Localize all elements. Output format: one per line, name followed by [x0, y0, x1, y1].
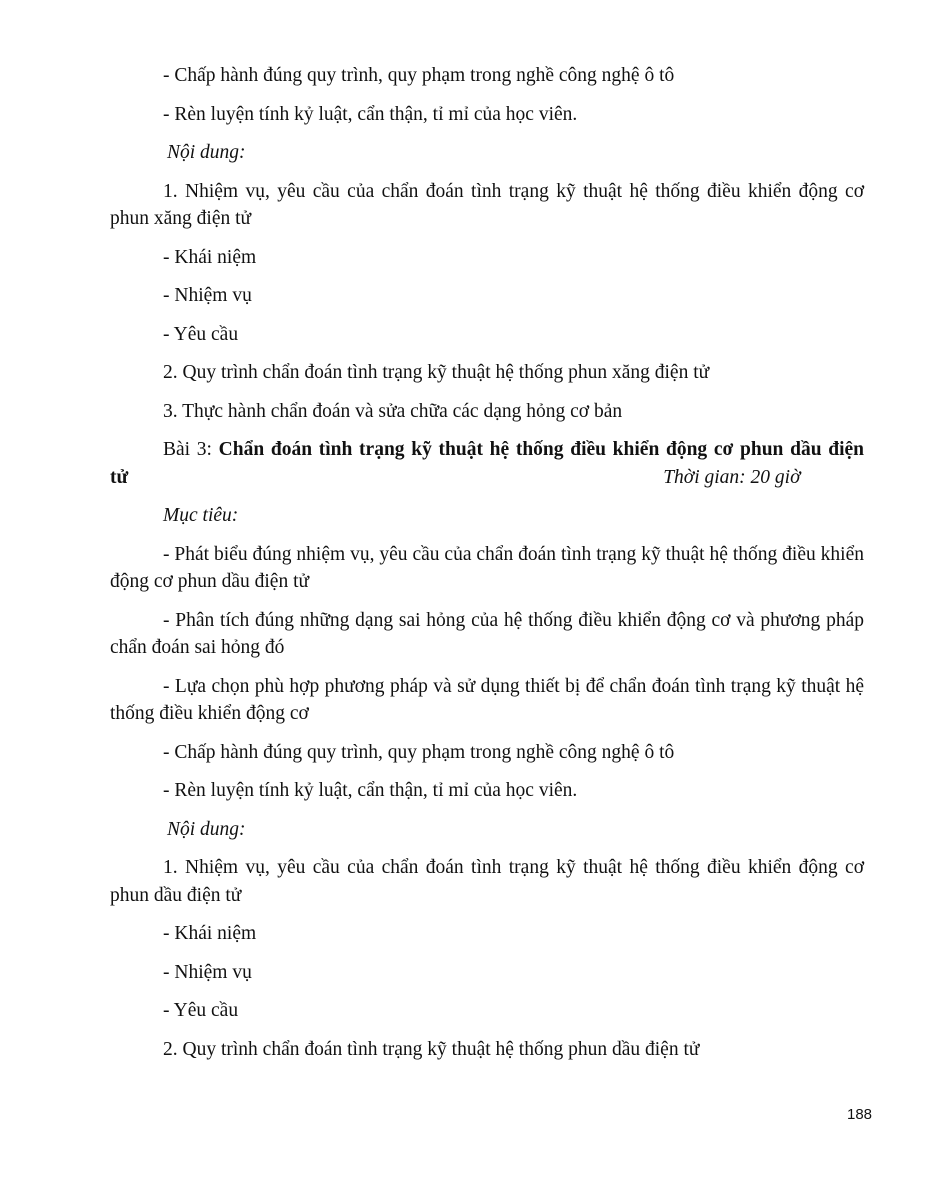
objective: - Phân tích đúng những dạng sai hỏng của hệ thống điều khiển động cơ và phương pháp chẩn đoán sai hỏng đó [110, 609, 864, 658]
sub-item: - Yêu cầu [163, 323, 239, 345]
sub-item: - Yêu cầu [163, 1000, 239, 1021]
objective: - Lựa chọn phù hợp phương pháp và sử dụng thiết bị để chẩn đoán tình trạng kỹ thuật hệ thống điều khiển động cơ [110, 675, 864, 724]
sub-item: - Khái niệm [163, 246, 257, 268]
objective: - Rèn luyện tính kỷ luật, cẩn thận, tỉ mỉ của học viên. [163, 780, 578, 801]
section-label: Nội dung: [167, 818, 246, 840]
content-item: 3. Thực hành chẩn đoán và sửa chữa các dạng hỏng cơ bản [163, 400, 623, 422]
text-line: - Chấp hành đúng quy trình, quy phạm trong nghề công nghệ ô tô [163, 65, 675, 86]
sub-item: - Nhiệm vụ [163, 961, 252, 983]
page-number: 188 [847, 1106, 873, 1123]
objective: - Phát biểu đúng nhiệm vụ, yêu cầu của chẩn đoán tình trạng kỹ thuật hệ thống điều khiển động cơ phun dầu điện tử [110, 543, 864, 592]
document-page [110, 62, 864, 1074]
section-label: Nội dung: [167, 142, 246, 163]
content-item: 1. Nhiệm vụ, yêu cầu của chẩn đoán tình trạng kỹ thuật hệ thống điều khiển động cơ phun xăng điện tử [110, 180, 864, 229]
sub-item: - Khái niệm [163, 923, 257, 944]
lesson-heading [110, 436, 864, 491]
sub-item: - Nhiệm vụ [163, 285, 252, 306]
lesson-title-end: tử [110, 466, 129, 488]
lesson-time: Thời gian: 20 giờ [663, 466, 801, 488]
lesson-title: Chẩn đoán tình trạng kỹ thuật hệ thống điều khiển động cơ phun dầu điện [218, 439, 864, 460]
content-item: 2. Quy trình chẩn đoán tình trạng kỹ thuật hệ thống phun dầu điện tử [163, 1038, 700, 1060]
lesson-prefix: Bài 3: [163, 439, 219, 460]
content-item: 2. Quy trình chẩn đoán tình trạng kỹ thuật hệ thống phun xăng điện tử [163, 362, 710, 383]
section-label: Mục tiêu: [163, 505, 239, 526]
text-line: - Rèn luyện tính kỷ luật, cẩn thận, tỉ mỉ của học viên. [163, 103, 578, 125]
objective: - Chấp hành đúng quy trình, quy phạm trong nghề công nghệ ô tô [163, 741, 675, 763]
content-item: 1. Nhiệm vụ, yêu cầu của chẩn đoán tình trạng kỹ thuật hệ thống điều khiển động cơ phun dầu điện tử [110, 857, 864, 906]
